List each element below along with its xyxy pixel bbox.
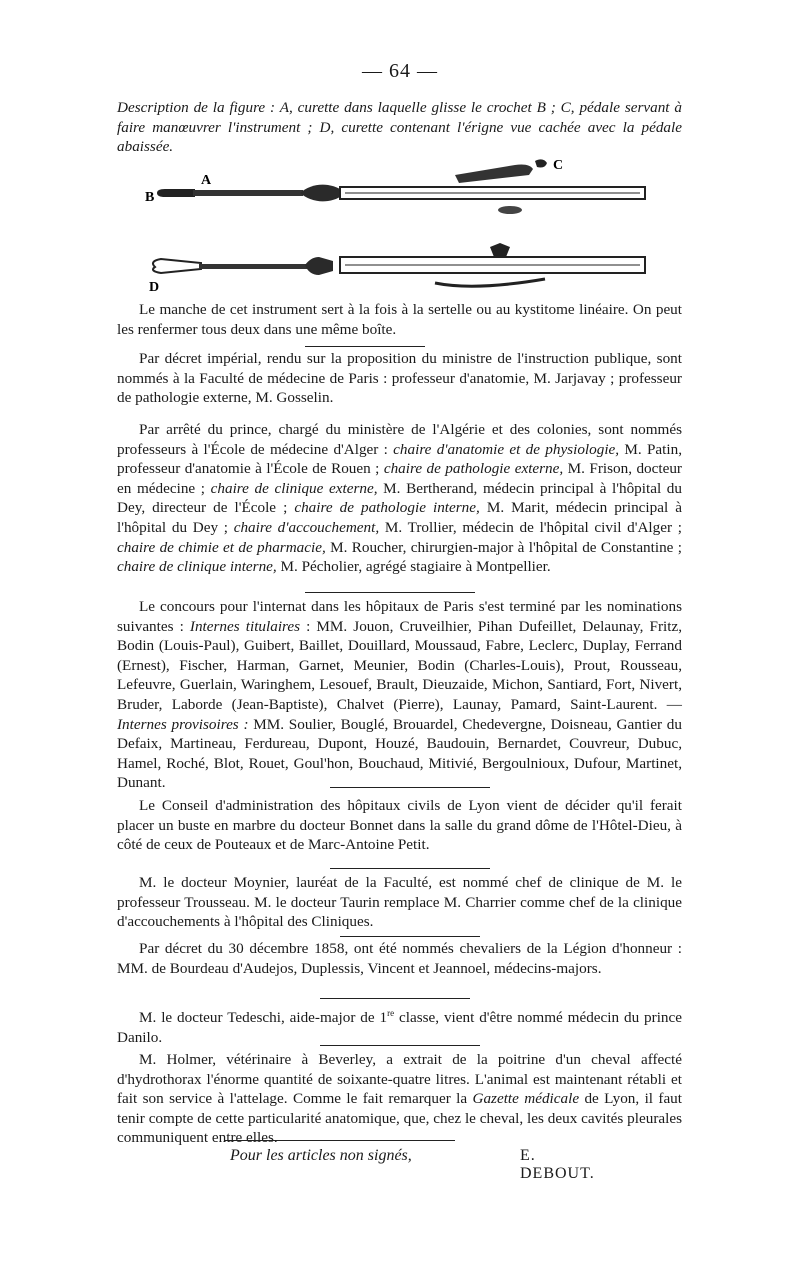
p-lyon-buste: Le Conseil d'administration des hôpitaux civils de Lyon vient de décider qu'il ferait placer un buste en marbre du docteur Bonnet dans la salle du grand dôme de l'Hôtel-Dieu, à côté de ceux de Pouteaux et de Marc-Antoine Petit. xyxy=(117,797,682,854)
paragraph-tedeschi xyxy=(117,1004,682,1047)
paragraph-internat xyxy=(117,597,682,793)
p-tedeschi: M. le docteur Tedeschi, aide-major de 1re classe, vient d'être nommé médecin du prince Danilo. xyxy=(117,1008,682,1046)
label-a: A xyxy=(201,173,212,188)
surgical-instrument-figure xyxy=(135,155,675,305)
author-signature: E. DEBOUT. xyxy=(520,1147,595,1182)
paragraph-instrument-handle xyxy=(117,300,682,339)
p-holmer: M. Holmer, vétérinaire à Beverley, a extrait de la poitrine d'un cheval affecté d'hydrothorax l'énorme quantité de soixante-quatre litres. L'animal est maintenant rétabli et fait son service à l'attelage. Comme le fait remarquer la Gazette médicale de Lyon, il faut tenir compte de cette particularité anatomique, que, chez le cheval, les deux cavités pleurales communiquent entre elles. xyxy=(117,1051,682,1147)
divider xyxy=(305,346,425,347)
p-decret-imperial: Par décret impérial, rendu sur la proposition du ministre de l'instruction publique, sont nommés à la Faculté de médecine de Paris : professeur d'anatomie, M. Jarjavay ; professeur de pathologie externe, M. Gosselin. xyxy=(117,350,682,407)
paragraph-arrete-alger xyxy=(117,420,682,577)
paragraph-decret-imperial xyxy=(117,349,682,408)
label-c: C xyxy=(553,158,564,173)
divider xyxy=(340,936,480,937)
p-arrete-alger: Par arrêté du prince, chargé du ministère de l'Algérie et des colonies, sont nommés professeurs à l'École de médecine d'Alger : chaire d'anatomie et de physiologie, M. Patin, professeur d'anatomie à l'École de Rouen ; chaire de pathologie externe, M. Frison, docteur en médecine ; chaire de clinique externe, M. Bertherand, médecin principal à l'hôpital du Dey, directeur de l'École ; chaire de pathologie interne, M. Marit, médecin principal à l'hôpital du Dey ; chaire d'accouchement, M. Trollier, médecin de l'hôpital civil d'Alger ; chaire de chimie et de pharmacie, M. Roucher, chirurgien-major à l'hôpital de Constantine ; chaire de clinique interne, M. Pécholier, agrégé stagiaire à Montpellier. xyxy=(117,421,682,576)
divider xyxy=(330,868,490,869)
label-d: D xyxy=(149,280,160,295)
divider xyxy=(320,1045,480,1046)
label-b: B xyxy=(145,190,155,205)
divider xyxy=(305,592,475,593)
paragraph-holmer xyxy=(117,1050,682,1148)
p-instrument-handle: Le manche de cet instrument sert à la fois à la sertelle ou au kystitome linéaire. On peut les renfermer tous deux dans une même boîte. xyxy=(117,301,682,338)
caption-text: Description de la figure : A, curette dans laquelle glisse le crochet B ; C, pédale servant à faire manœuvrer l'instrument ; D, curette contenant l'érigne vue cachée avec la pédale abaissée. xyxy=(117,99,682,156)
divider xyxy=(330,787,490,788)
divider xyxy=(225,1140,455,1141)
paragraph-legion-honneur xyxy=(117,939,682,978)
signature-note: Pour les articles non signés, xyxy=(230,1147,412,1164)
p-moynier: M. le docteur Moynier, lauréat de la Faculté, est nommé chef de clinique de M. le professeur Trousseau. M. le docteur Taurin remplace M. Charrier comme chef de la clinique d'accouchements à l'hôpital des Cliniques. xyxy=(117,874,682,931)
p-internat: Le concours pour l'internat dans les hôpitaux de Paris s'est terminé par les nominations suivantes : Internes titulaires : MM. Jouon, Cruveilhier, Pihan Dufeillet, Delaunay, Fritz, Bodin (Louis-Paul), Guibert, Baillet, Douillard, Moussaud, Fabre, Leclerc, Duplay, Ferrand (Ernest), Fischer, Harman, Garnet, Meunier, Bodin (Charles-Louis), Prout, Rousseau, Lefeuvre, Guerlain, Waringhem, Lesouef, Brault, Dieuzaide, Michon, Santiard, Fort, Nivert, Bruder, Laborde (Jean-Baptiste), Chalvet (Pierre), Launay, Pamard, Saint-Laurent. — Internes provisoires : MM. Soulier, Bouglé, Brouardel, Chedevergne, Doisneau, Gantier du Defaix, Martineau, Ferdureau, Dupont, Houzé, Baudouin, Bernardet, Couvreur, Dubuc, Hamel, Roché, Blot, Rouet, Goul'hon, Bouchaud, Mitivié, Bergoulnioux, Dufour, Martinet, Dunant. xyxy=(117,598,682,792)
p-legion-honneur: Par décret du 30 décembre 1858, ont été nommés chevaliers de la Légion d'honneur : MM. de Bourdeau d'Audejos, Duplessis, Vincent et Jeannoel, médecins-majors. xyxy=(117,940,682,977)
page-number: — 64 — xyxy=(362,60,438,82)
instrument-upper xyxy=(145,158,645,214)
paragraph-moynier xyxy=(117,873,682,932)
figure-caption xyxy=(117,98,682,157)
divider xyxy=(320,998,470,999)
paragraph-lyon-buste xyxy=(117,796,682,855)
instrument-lower xyxy=(149,243,645,295)
